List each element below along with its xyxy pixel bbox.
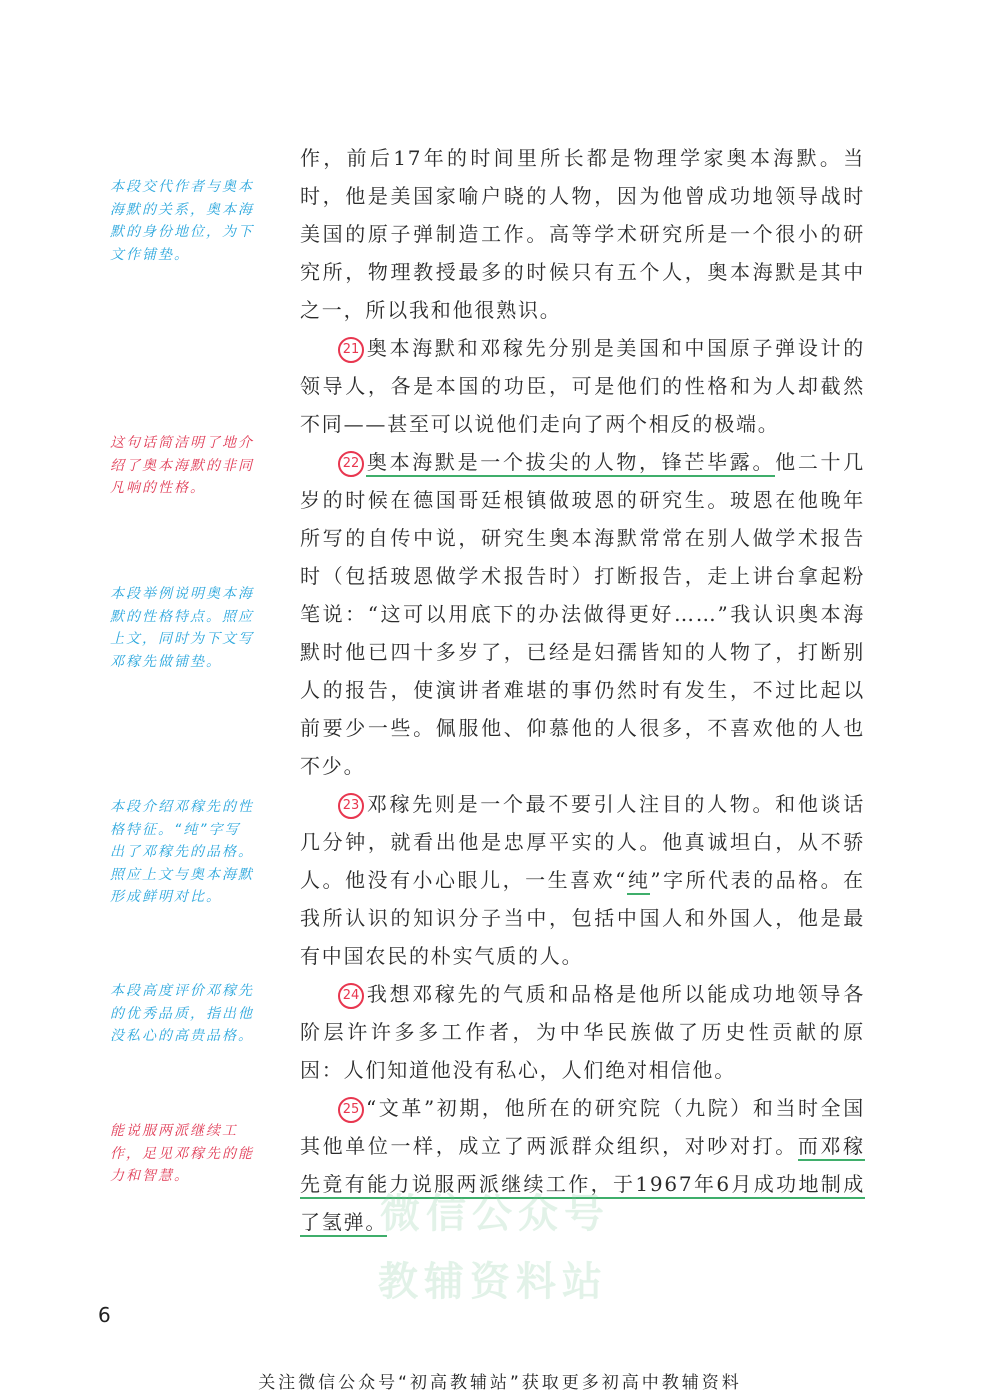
- underlined-word-chun: 纯: [627, 868, 650, 895]
- footer-promo: 关注微信公众号“初高教辅站”获取更多初高中教辅资料: [258, 1373, 742, 1393]
- paragraph-24: [300, 975, 865, 1089]
- margin-note-5: 本段高度评价邓稼先的优秀品质，指出他没私心的高贵品格。: [110, 983, 254, 1044]
- paragraph-22: [300, 443, 865, 785]
- page-number: 6: [98, 1303, 111, 1327]
- underlined-sentence: 奥本海默是一个拔尖的人物，锋芒毕露。: [366, 450, 775, 477]
- watermark-line-2: 教辅资料站: [378, 1259, 608, 1305]
- margin-note-6: 能说服两派继续工作，足见邓稼先的能力和智慧。: [110, 1123, 254, 1184]
- underlined-sentence-25: 而邓稼先竟有能力说服两派继续工作，于1967年6月成功地制成了氢弹。: [300, 1134, 865, 1237]
- paragraph-number-21: 21: [338, 337, 364, 363]
- margin-note-1: 本段交代作者与奥本海默的关系，奥本海默的身份地位，为下文作铺垫。: [110, 179, 254, 263]
- paragraph-23-text-b: ”字所代表的品格。在我所认识的知识分子当中，包括中国人和外国人，他是最有中国农民的朴实气质的人。: [300, 868, 865, 968]
- paragraph-25-text: “文革”初期，他所在的研究院（九院）和当时全国其他单位一样，成立了两派群众组织，对吵对打。: [300, 1096, 865, 1158]
- paragraph-number-23: 23: [338, 793, 364, 819]
- paragraph-20-text: 作，前后17年的时间里所长都是物理学家奥本海默。当时，他是美国家喻户晓的人物，因为他曾成功地领导战时美国的原子弹制造工作。高等学术研究所是一个很小的研究所，物理教授最多的时候只有五个人，奥本海默是其中之一，所以我和他很熟识。: [300, 146, 865, 322]
- margin-note-4: 本段介绍邓稼先的性格特征。“纯”字写出了邓稼先的品格。照应上文与奥本海默形成鲜明对比。: [110, 799, 254, 905]
- paragraph-number-22: 22: [338, 451, 364, 477]
- paragraph-number-25: 25: [338, 1097, 364, 1123]
- watermark-line-1: 微信公众号: [380, 1191, 610, 1237]
- paragraph-22-text: 他二十几岁的时候在德国哥廷根镇做玻恩的研究生。玻恩在他晚年所写的自传中说，研究生奥本海默常常在别人做学术报告时（包括玻恩做学术报告时）打断报告，走上讲台拿起粉笔说：“这可以用底下的办法做得更好……”我认识奥本海默时他已四十多岁了，已经是妇孺皆知的人物了，打断别人的报告，使演讲者难堪的事仍然时有发生，不过比起以前要少一些。佩服他、仰慕他的人很多，不喜欢他的人也不少。: [300, 450, 866, 778]
- paragraph-number-24: 24: [338, 983, 364, 1009]
- paragraph-24-text: 我想邓稼先的气质和品格是他所以能成功地领导各阶层许许多多工作者，为中华民族做了历史性贡献的原因：人们知道他没有私心，人们绝对相信他。: [300, 982, 865, 1082]
- margin-note-2: 这句话简洁明了地介绍了奥本海默的非同凡响的性格。: [110, 435, 254, 496]
- paragraph-21: [300, 329, 865, 443]
- paragraph-21-text: 奥本海默和邓稼先分别是美国和中国原子弹设计的领导人，各是本国的功臣，可是他们的性格和为人却截然不同——甚至可以说他们走向了两个相反的极端。: [300, 336, 865, 436]
- paragraph-23: [300, 785, 865, 975]
- paragraph-23-text-a: 邓稼先则是一个最不要引人注目的人物。和他谈话几分钟，就看出他是忠厚平实的人。他真诚坦白，从不骄人。他没有小心眼儿，一生喜欢“: [300, 792, 865, 892]
- paragraph-20: [300, 139, 865, 329]
- main-text: [300, 139, 865, 1241]
- margin-note-3: 本段举例说明奥本海默的性格特点。照应上文，同时为下文写邓稼先做铺垫。: [110, 586, 254, 670]
